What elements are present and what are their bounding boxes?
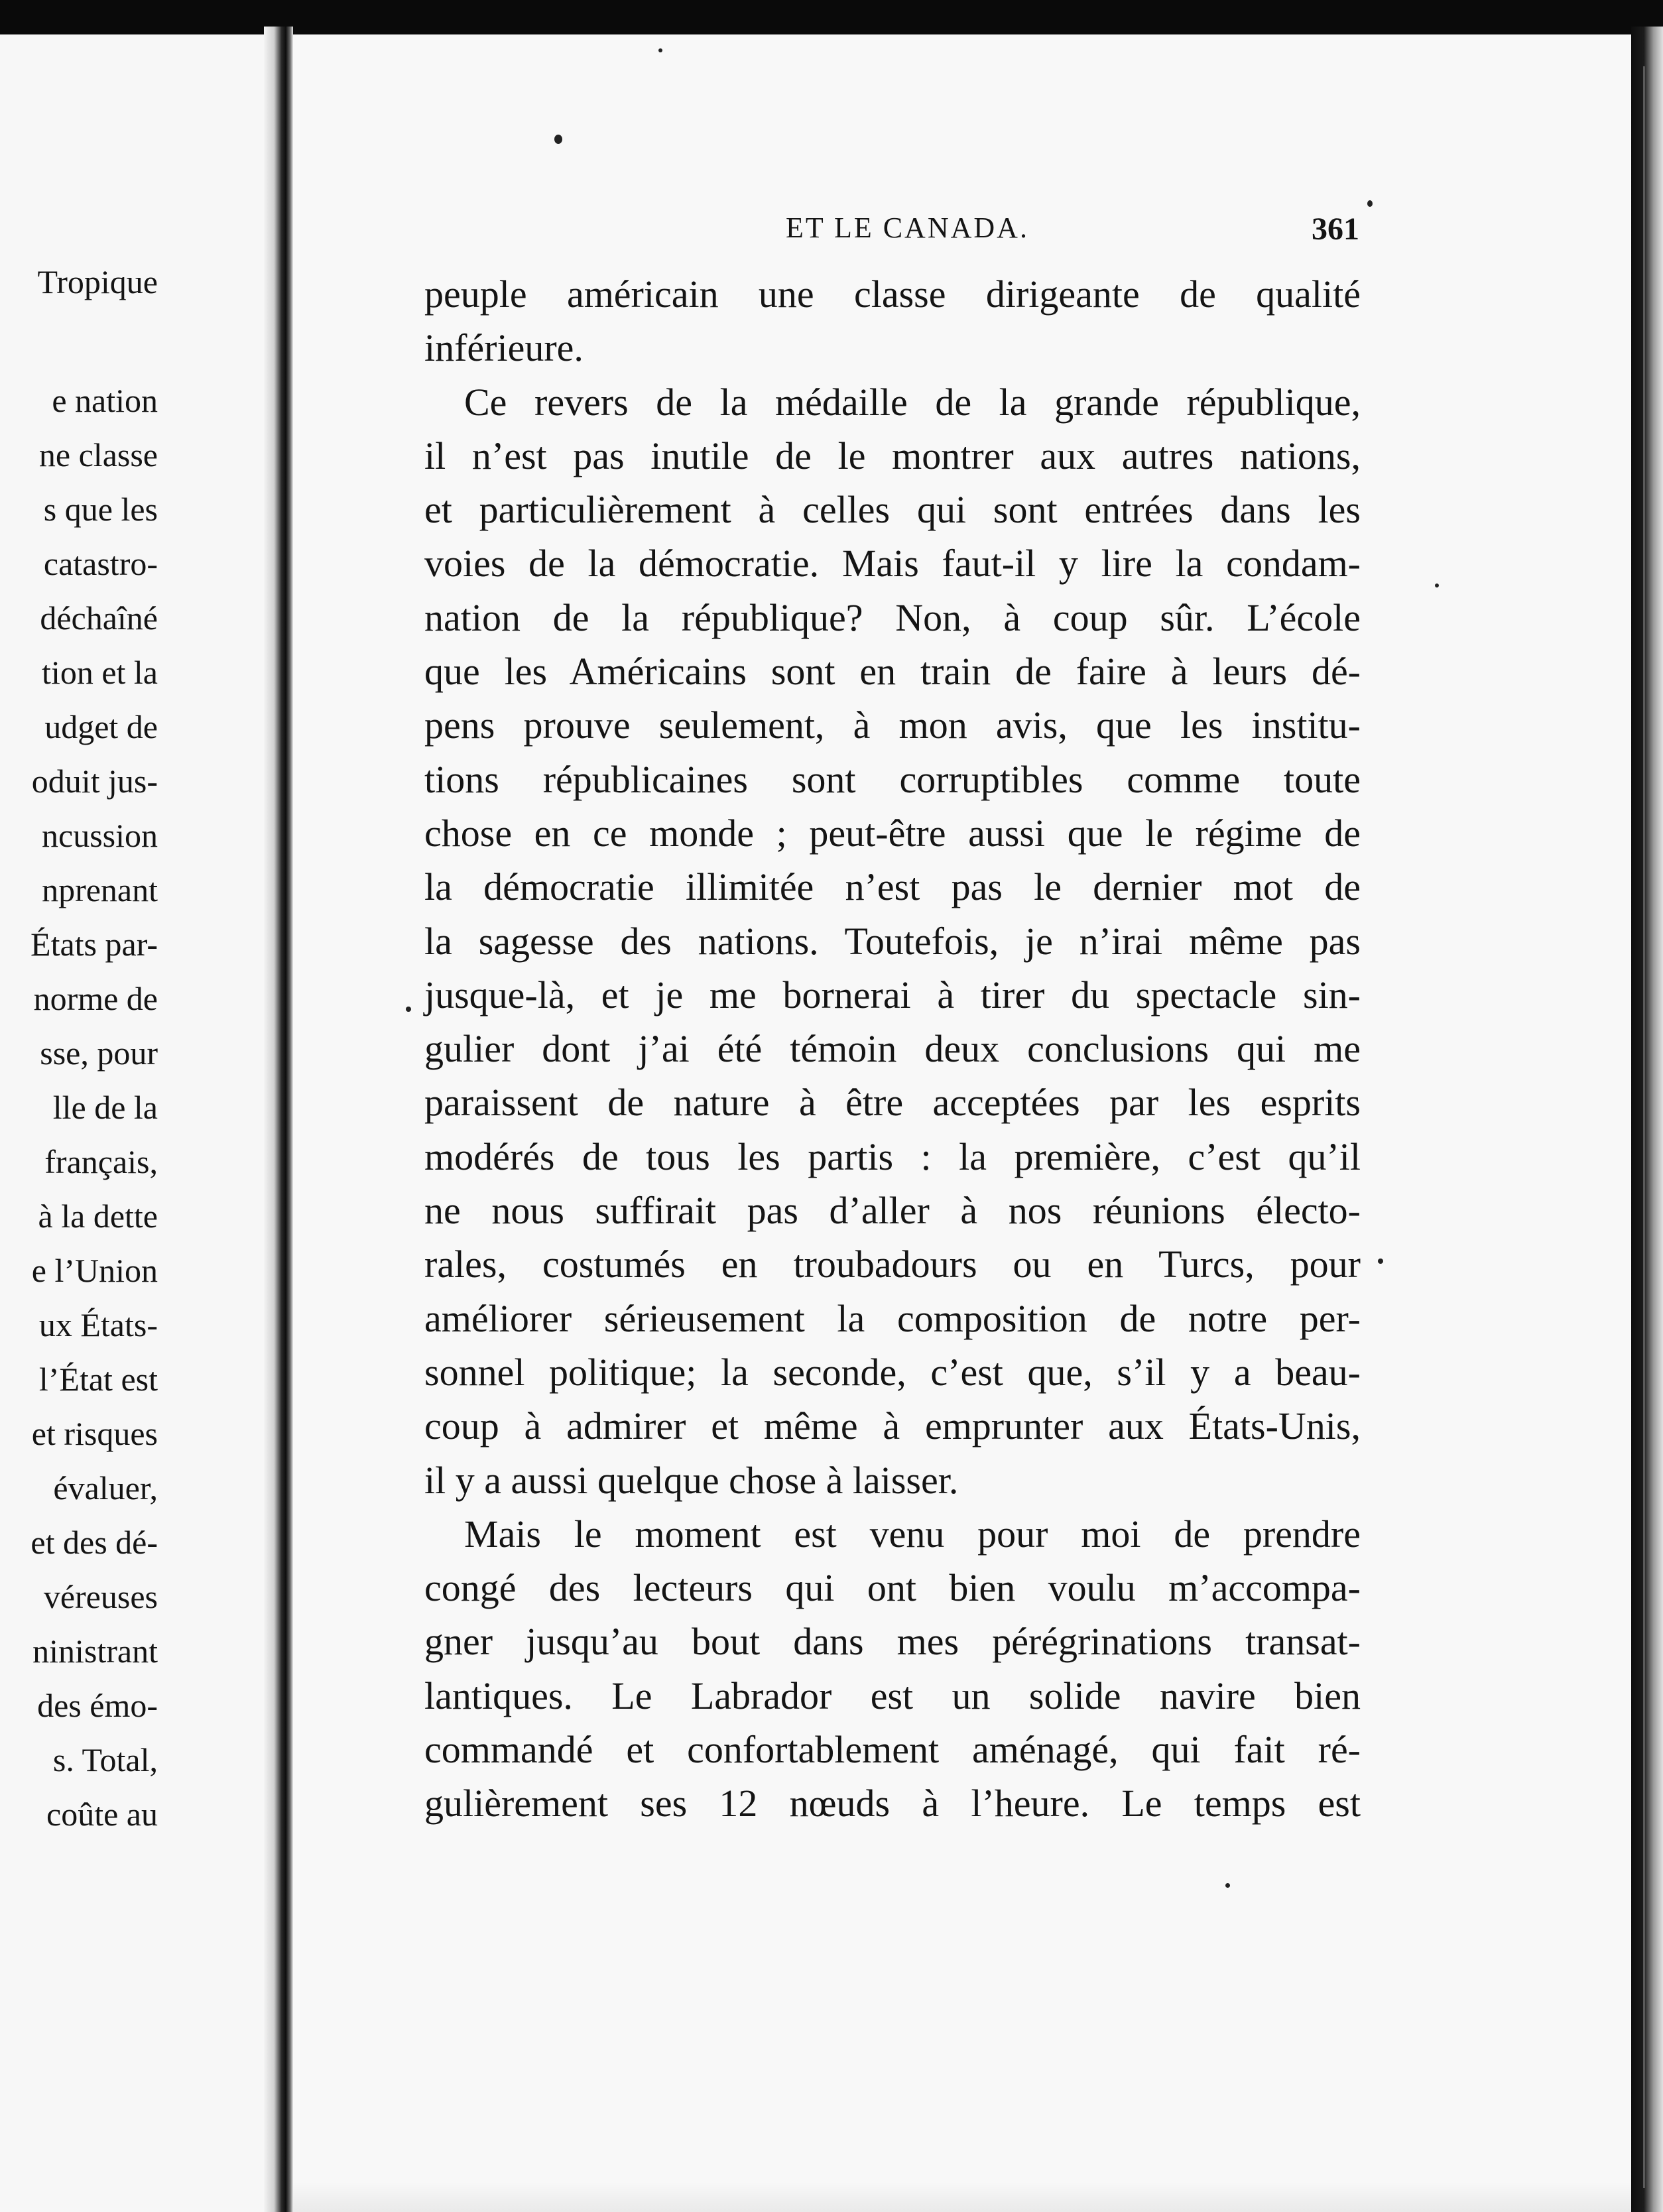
left-page-line: Tropique <box>37 263 158 300</box>
left-page-line: s que les <box>43 491 158 528</box>
page-number: 361 <box>1312 212 1359 247</box>
text-line: modérés de tous les partis : la première, c’est qu’il <box>424 1135 1361 1178</box>
scan-speck <box>554 135 562 144</box>
text-line: coup à admirer et même à emprunter aux États-Unis, <box>424 1404 1361 1448</box>
left-page-line: français, <box>44 1143 158 1180</box>
book-spine <box>264 27 293 2212</box>
left-page-line: à la dette <box>38 1198 158 1235</box>
left-page <box>0 34 264 2212</box>
text-line: Ce revers de la médaille de la grande république, <box>464 380 1361 424</box>
text-line: la sagesse des nations. Toutefois, je n’irai même pas <box>424 919 1361 963</box>
left-page-line: ne classe <box>38 436 158 473</box>
left-page-line: tion et la <box>42 654 158 691</box>
text-line: Mais le moment est venu pour moi de prendre <box>464 1512 1361 1556</box>
left-page-line: catastro- <box>43 545 158 582</box>
text-line: inférieure. <box>424 326 584 370</box>
text-line: il y a aussi quelque chose à laisser. <box>424 1458 959 1502</box>
text-line: ne nous suffirait pas d’aller à nos réunions électo- <box>424 1189 1361 1233</box>
page-edge-line <box>1643 66 1645 2188</box>
left-page-line: l’État est <box>38 1361 158 1398</box>
text-line: gulièrement ses 12 nœuds à l’heure. Le temps est <box>424 1782 1361 1825</box>
left-page-line: et des dé- <box>31 1524 158 1561</box>
text-line: peuple américain une classe dirigeante de qualité <box>424 273 1361 316</box>
left-page-line: ninistrant <box>32 1632 158 1670</box>
text-line: la démocratie illimitée n’est pas le dernier mot de <box>424 865 1361 909</box>
text-line: tions républicaines sont corruptibles comme toute <box>424 757 1361 801</box>
text-line: et particulièrement à celles qui sont entrées dans les <box>424 488 1361 532</box>
left-page-line: nprenant <box>42 871 158 908</box>
running-head: ET LE CANADA. <box>786 212 1029 244</box>
left-page-line: e l’Union <box>31 1252 158 1289</box>
left-page-line: sse, pour <box>40 1034 158 1072</box>
text-line: congé des lecteurs qui ont bien voulu m’accompa- <box>424 1566 1361 1610</box>
left-page-line: évaluer, <box>53 1469 158 1506</box>
text-line: sonnel politique; la seconde, c’est que, s’il y a beau- <box>424 1350 1361 1394</box>
text-line: nation de la république? Non, à coup sûr. L’école <box>424 595 1361 639</box>
text-line: il n’est pas inutile de le montrer aux autres nations, <box>424 434 1361 477</box>
left-page-line: des émo- <box>37 1687 158 1724</box>
page-body-text <box>424 267 1361 1831</box>
left-page-line: lle de la <box>52 1089 158 1126</box>
text-line: gulier dont j’ai été témoin deux conclusions qui me <box>424 1027 1361 1071</box>
right-scan-border <box>1631 27 1663 2212</box>
left-page-line: ncussion <box>42 817 158 854</box>
text-line: voies de la démocratie. Mais faut-il y lire la condam- <box>424 542 1361 585</box>
scan-speck <box>1367 200 1373 207</box>
left-page-line: et risques <box>31 1415 158 1452</box>
left-page-line: norme de <box>33 980 158 1017</box>
text-line: chose en ce monde ; peut-être aussi que le régime de <box>424 811 1361 855</box>
text-line: rales, costumés en troubadours ou en Turcs, pour <box>424 1243 1361 1286</box>
text-line: que les Américains sont en train de faire à leurs dé- <box>424 650 1361 694</box>
text-line: lantiques. Le Labrador est un solide navire bien <box>424 1674 1361 1717</box>
scan-speck <box>1225 1883 1230 1888</box>
left-page-line: déchaîné <box>40 599 158 637</box>
scan-speck <box>658 48 662 52</box>
text-line: commandé et confortablement aménagé, qui fait ré- <box>424 1728 1361 1772</box>
left-page-line: udget de <box>44 708 158 745</box>
left-page-line: ux États- <box>38 1306 158 1343</box>
left-page-line: coûte au <box>46 1796 158 1833</box>
scan-speck <box>406 1007 411 1012</box>
text-line: pens prouve seulement, à mon avis, que les institu- <box>424 704 1361 747</box>
left-page-line: s. Total, <box>52 1741 158 1778</box>
left-page-line: États par- <box>31 926 158 963</box>
scan-top-border <box>0 0 1663 34</box>
scan-speck <box>1435 584 1439 587</box>
left-page-line: oduit jus- <box>31 763 158 800</box>
text-line: améliorer sérieusement la composition de notre per- <box>424 1296 1361 1340</box>
left-page-line: e nation <box>52 382 158 419</box>
text-line: jusque-là, et je me bornerai à tirer du spectacle sin- <box>424 973 1361 1016</box>
scan-speck <box>1378 1259 1383 1264</box>
left-page-line: véreuses <box>43 1578 158 1615</box>
text-line: paraissent de nature à être acceptées par les esprits <box>424 1081 1361 1125</box>
page-bottom-shadow <box>293 2181 1639 2212</box>
text-line: gner jusqu’au bout dans mes pérégrinations transat- <box>424 1620 1361 1664</box>
